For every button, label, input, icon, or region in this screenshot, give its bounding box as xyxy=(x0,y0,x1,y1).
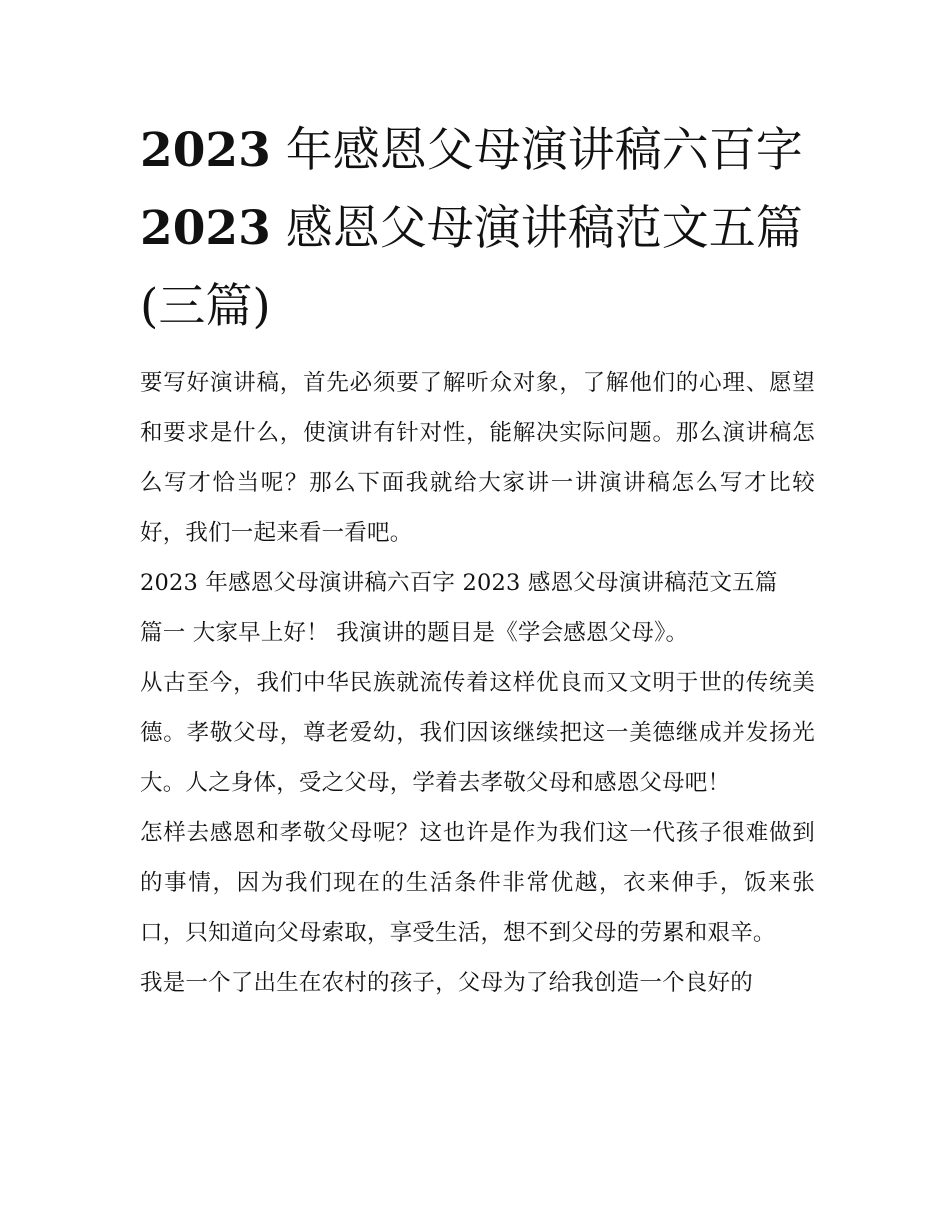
title-text: 年感恩父母演讲稿六百字 xyxy=(270,123,803,178)
title-text: 感恩父母演讲稿范文五篇 xyxy=(270,201,803,256)
title-line-1 xyxy=(140,112,815,190)
section-one-opening: 篇一 大家早上好！ 我演讲的题目是《学会感恩父母》。 xyxy=(140,620,689,646)
title-year: 2023 xyxy=(140,201,271,256)
subheading-paragraph: 2023 年感恩父母演讲稿六百字 2023 感恩父母演讲稿范文五篇 xyxy=(140,570,778,596)
title-year: 2023 xyxy=(140,123,271,178)
body-paragraph: 从古至今，我们中华民族就流传着这样优良而又文明于世的传统美德。孝敬父母，尊老爱幼，我们因该继续把这一美德继成并发扬光大。人之身体，受之父母，学着去孝敬父母和感恩父母吧！ xyxy=(140,670,815,796)
document-title xyxy=(140,112,815,346)
body-paragraph: 我是一个了出生在农村的孩子，父母为了给我创造一个良好的 xyxy=(140,970,753,996)
title-line-3 xyxy=(140,268,815,346)
title-line-2 xyxy=(140,190,815,268)
document-page xyxy=(140,112,815,1008)
body-paragraph: 怎样去感恩和孝敬父母呢？这也许是作为我们这一代孩子很难做到的事情，因为我们现在的生活条件非常优越，衣来伸手，饭来张口，只知道向父母索取，享受生活，想不到父母的劳累和艰辛。 xyxy=(140,820,815,946)
title-text: (三篇) xyxy=(140,279,271,334)
intro-paragraph: 要写好演讲稿，首先必须要了解听众对象，了解他们的心理、愿望和要求是什么，使演讲有针对性，能解决实际问题。那么演讲稿怎么写才恰当呢？那么下面我就给大家讲一讲演讲稿怎么写才比较好，我们一起来看一看吧。 xyxy=(140,370,815,546)
